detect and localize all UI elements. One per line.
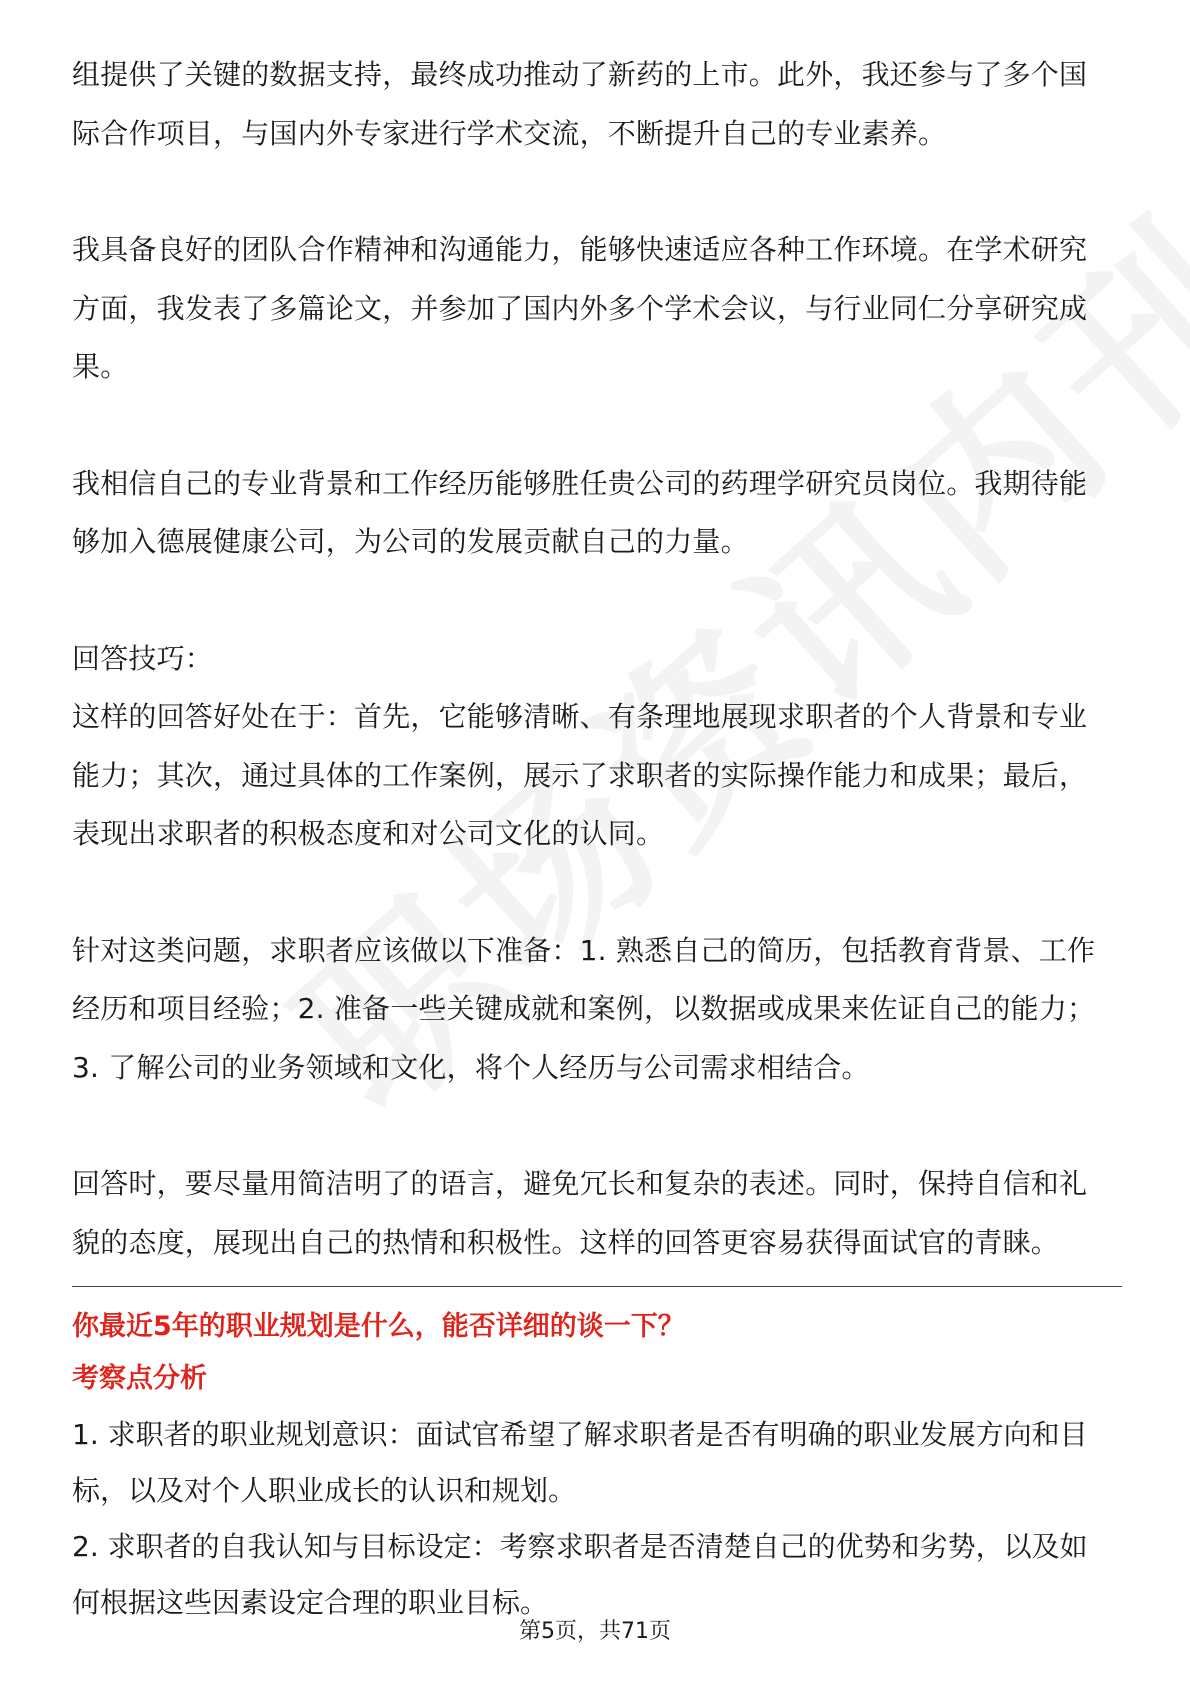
paragraph-1: 组提供了关键的数据支持，最终成功推动了新药的上市。此外，我还参与了多个国 际合作项目，与国内外专家进行学术交流，不断提升自己的专业素养。: [72, 58, 1088, 150]
page-content: [72, 46, 1122, 1631]
closing-paragraph: 回答时，要尽量用简洁明了的语言，避免冗长和复杂的表述。同时，保持自信和礼 貌的态度，展现出自己的热情和积极性。这样的回答更容易获得面试官的青睐。: [72, 1167, 1088, 1259]
paragraph-3: 我相信自己的专业背景和工作经历能够胜任贵公司的药理学研究员岗位。我期待能 够加入德展健康公司，为公司的发展贡献自己的力量。: [72, 466, 1088, 558]
tips-body: 这样的回答好处在于：首先，它能够清晰、有条理地展现求职者的个人背景和专业 能力；其次，通过具体的工作案例，展示了求职者的实际操作能力和成果；最后， 表现出求职者的积极态度和对公司文化的认同。: [72, 700, 1088, 850]
analysis-point-2: 2. 求职者的自我认知与目标设定：考察求职者是否清楚自己的优势和劣势，以及如 何根据这些因素设定合理的职业目标。: [72, 1530, 1088, 1619]
page-footer: 第5页，共71页: [519, 1619, 671, 1644]
question-title: 你最近5年的职业规划是什么，能否详细的谈一下？: [72, 1311, 685, 1342]
preparation-paragraph: 针对这类问题，求职者应该做以下准备：1. 熟悉自己的简历，包括教育背景、工作 经历和项目经验；2. 准备一些关键成就和案例，以数据或成果来佐证自己的能力； 3. 了解公司的业务领域和文化，将个人经历与公司需求相结合。: [72, 933, 1096, 1084]
analysis-point-1: 1. 求职者的职业规划意识：面试官希望了解求职者是否有明确的职业发展方向和目 标，以及对个人职业成长的认识和规划。: [72, 1418, 1088, 1507]
section-divider: [72, 1286, 1122, 1287]
analysis-title: 考察点分析: [72, 1363, 207, 1394]
tips-heading: 回答技巧：: [72, 641, 214, 675]
paragraph-2: 我具备良好的团队合作精神和沟通能力，能够快速适应各种工作环境。在学术研究 方面，我发表了多篇论文，并参加了国内外多个学术会议，与行业同仁分享研究成 果。: [72, 233, 1088, 383]
